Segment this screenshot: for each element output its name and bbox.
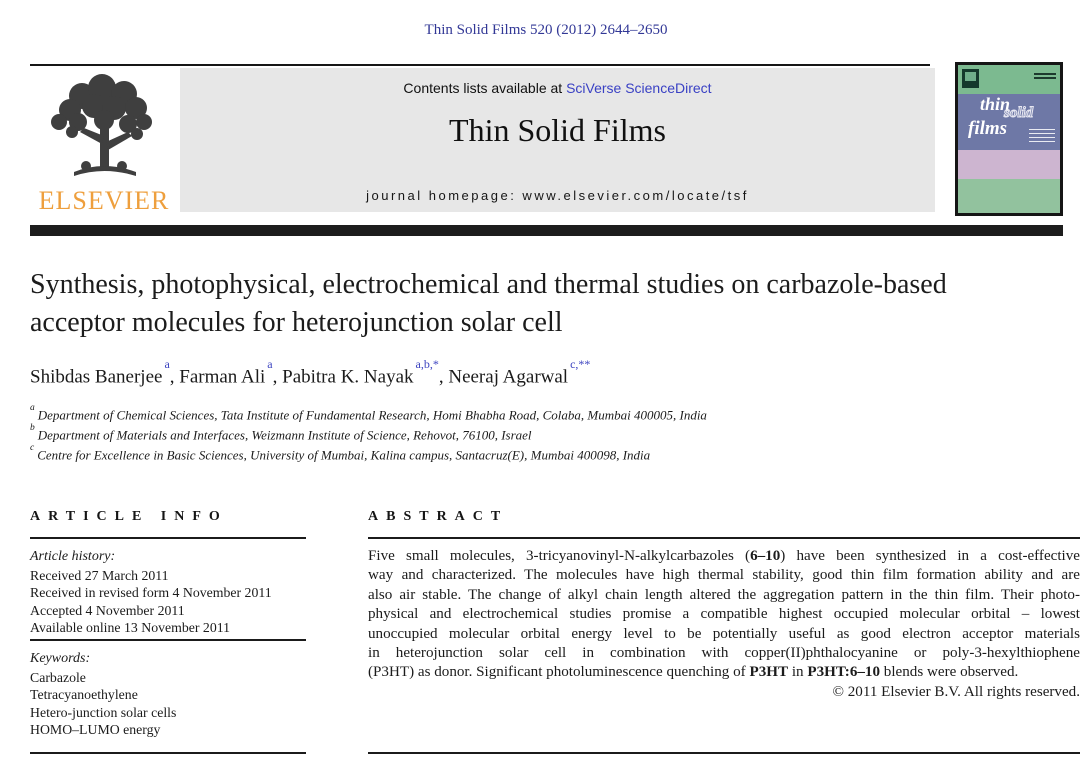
keyword-item: Tetracyanoethylene	[30, 687, 138, 703]
keywords-list	[30, 669, 176, 738]
cover-top-band	[958, 65, 1060, 94]
header-top-rule	[30, 64, 930, 66]
elsevier-logo	[30, 70, 178, 216]
author-separator: ,	[438, 366, 449, 388]
affiliation-row	[30, 424, 707, 444]
cover-title	[958, 94, 1060, 150]
article-title	[30, 266, 1075, 342]
cover-title-word2: solid	[1004, 105, 1034, 121]
contents-line	[180, 80, 935, 96]
abstract-segment: also air stable. The change of alkyl chain length altered the aggregation pattern in the thin film. Their photo-	[368, 586, 1080, 603]
article-title-line2: acceptor molecules for heterojunction solar cell	[30, 307, 563, 338]
abstract-segment: blends were observed.	[880, 664, 1019, 681]
sciverse-sciencedirect-link[interactable]: SciVerse ScienceDirect	[566, 80, 712, 96]
affiliation-sup: c	[30, 442, 35, 453]
abstract-bold-text: P3HT	[749, 664, 789, 681]
history-item: Accepted 4 November 2011	[30, 602, 185, 618]
abstract-line	[368, 663, 1080, 682]
author-name: Neeraj Agarwal	[448, 366, 569, 388]
keywords-label: Keywords:	[30, 651, 91, 666]
cover-pink-band	[958, 150, 1060, 179]
affiliation-sup: a	[30, 403, 35, 413]
history-item: Available online 13 November 2011	[30, 619, 231, 635]
article-info-mid-rule	[30, 639, 306, 641]
abstract-segment: unoccupied molecular orbital energy level to be potentially useful as good electron acceptor materials	[368, 625, 1080, 642]
elsevier-tree-icon	[30, 70, 178, 188]
contents-prefix: Contents lists available at	[403, 80, 567, 96]
header-divider-bar	[30, 225, 1063, 236]
cover-issue-text	[1034, 71, 1056, 81]
abstract-bottom-rule	[368, 752, 1080, 754]
abstract-segment: Five small molecules, 3-tricyanovinyl-N-alkylcarbazoles (	[368, 548, 751, 564]
abstract-line	[368, 586, 1080, 605]
affiliation-text: Centre for Excellence in Basic Sciences, University of Mumbai, Kalina campus, Santacruz(E), Mumbai 400098, India	[37, 446, 651, 462]
history-item: Received 27 March 2011	[30, 568, 169, 583]
cover-publisher-icon	[962, 69, 979, 88]
abstract-heading: ABSTRACT	[368, 509, 509, 524]
keyword-item: HOMO–LUMO energy	[30, 721, 161, 737]
abstract-segment: in	[788, 664, 808, 681]
abstract-bold-text: P3HT:6–10	[807, 664, 881, 681]
affiliation-text: Department of Chemical Sciences, Tata Institute of Fundamental Research, Homi Bhabha Road, Colaba, Mumbai 400005, India	[37, 407, 707, 423]
article-info-bottom-rule	[30, 752, 306, 754]
author-separator: ,	[272, 366, 283, 388]
affiliation-row	[30, 404, 707, 424]
abstract-bold-text: 6–10	[750, 548, 781, 564]
cover-title-word1: thin	[980, 94, 1011, 114]
cover-green-band	[958, 179, 1060, 213]
article-history-list	[30, 567, 272, 636]
author-affiliation-sup: a	[267, 357, 273, 371]
journal-banner	[180, 68, 935, 212]
journal-cover-thumbnail[interactable]	[955, 62, 1063, 216]
author-name: Farman Ali	[179, 366, 266, 388]
author-name: Shibdas Banerjee	[30, 366, 163, 388]
author-affiliation-sup: a,b,*	[415, 357, 439, 371]
affiliation-text: Department of Materials and Interfaces, Weizmann Institute of Science, Rehovot, 76100, Israel	[37, 427, 532, 443]
article-history-label: Article history:	[30, 549, 116, 564]
abstract-line	[368, 644, 1080, 663]
abstract-text	[368, 547, 1080, 683]
journal-citation: Thin Solid Films 520 (2012) 2644–2650	[424, 22, 668, 38]
article-info-top-rule	[30, 537, 306, 539]
cover-subtitle-text	[1029, 126, 1055, 145]
journal-homepage-link[interactable]: journal homepage: www.elsevier.com/locate/tsf	[366, 188, 749, 203]
elsevier-wordmark: ELSEVIER	[38, 186, 170, 215]
affiliation-list	[30, 404, 707, 463]
author-separator: ,	[169, 366, 180, 388]
author-list	[30, 357, 591, 388]
abstract-line	[368, 566, 1080, 585]
copyright-line: © 2011 Elsevier B.V. All rights reserved.	[832, 684, 1080, 700]
author-name: Pabitra K. Nayak	[282, 366, 414, 388]
author-affiliation-sup: c,**	[570, 357, 591, 371]
abstract-segment: (P3HT) as donor. Significant photoluminescence quenching of	[368, 664, 750, 681]
article-info-heading: ARTICLE INFO	[30, 509, 228, 524]
affiliation-sup: b	[30, 422, 35, 433]
abstract-segment: in heterojunction solar cell in combination with copper(II)phthalocyanine or poly-3-hexylthiophene	[368, 645, 1080, 662]
keyword-item: Carbazole	[30, 670, 86, 685]
cover-title-word3: films	[968, 118, 1008, 139]
journal-title: Thin Solid Films	[449, 112, 666, 148]
abstract-line	[368, 605, 1080, 624]
affiliation-row	[30, 444, 707, 464]
keyword-item: Hetero-junction solar cells	[30, 704, 177, 720]
abstract-top-rule	[368, 537, 1080, 539]
history-item: Received in revised form 4 November 2011	[30, 585, 272, 601]
abstract-line	[368, 625, 1080, 644]
abstract-line	[368, 547, 1080, 566]
author-affiliation-sup: a	[164, 357, 170, 371]
abstract-segment: way and characterized. The molecules have high thermal stability, good thin film formation ability and are	[368, 567, 1080, 584]
abstract-segment: physical and electrochemical studies promise a compatible highest occupied molecular orbital – lowest	[368, 606, 1080, 623]
article-title-line1: Synthesis, photophysical, electrochemical and thermal studies on carbazole-based	[30, 269, 947, 300]
abstract-segment: ) have been synthesized in a cost-effective	[780, 548, 1080, 564]
